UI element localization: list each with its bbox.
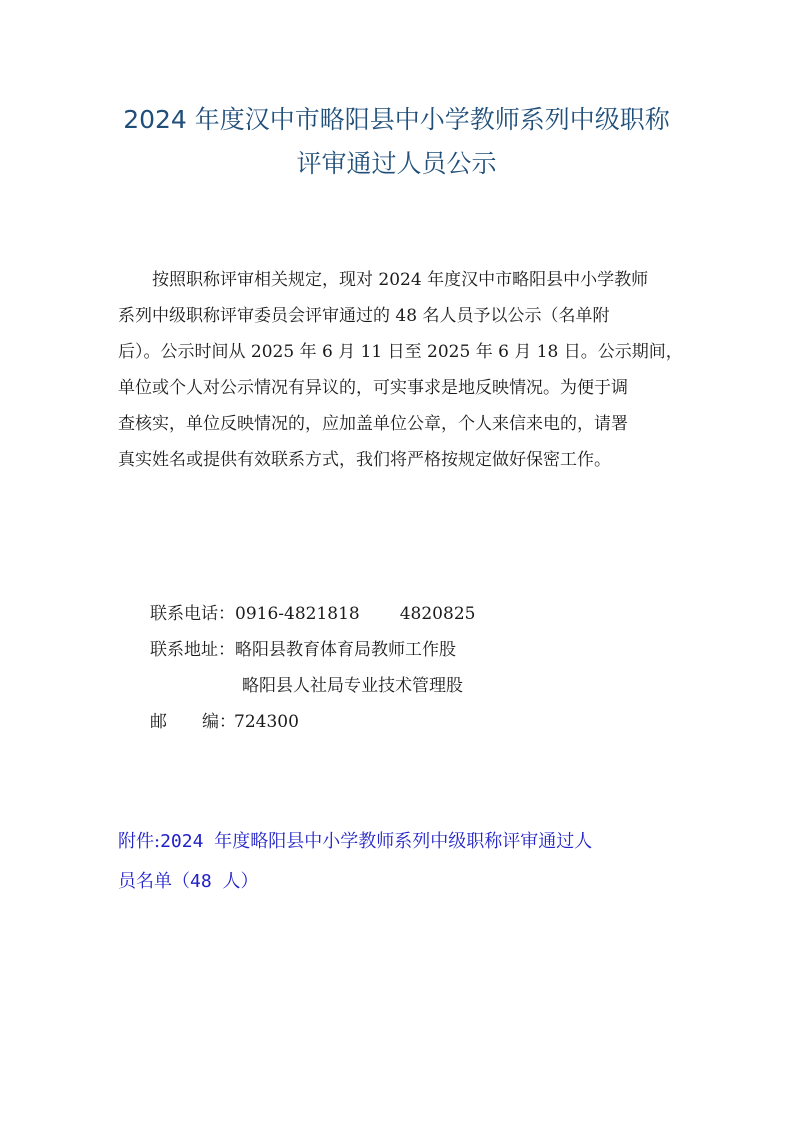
address-line-1: 略阳县教育体育局教师工作股	[235, 640, 456, 660]
contact-postal-row	[150, 704, 475, 740]
postal-label-char: 编：	[202, 712, 236, 732]
attachment-link[interactable]: 2024 年度略阳县中小学教师系列中级职称评审通过人	[160, 831, 593, 852]
attachment	[118, 822, 688, 902]
announcement-paragraph	[118, 262, 683, 478]
contact-info	[150, 596, 475, 740]
postal-code: 724300	[234, 712, 299, 732]
address-line-2: 略阳县人社局专业技术管理股	[242, 676, 463, 696]
paragraph-line: 按照职称评审相关规定，现对 2024 年度汉中市略阳县中小学教师	[152, 270, 649, 290]
paragraph-line: 查核实，单位反映情况的，应加盖单位公章，个人来信来电的，请署	[118, 414, 628, 434]
attachment-label: 附件:	[118, 831, 161, 852]
paragraph-line: 系列中级职称评审委员会评审通过的 48 名人员予以公示（名单附	[118, 306, 610, 326]
page-title	[100, 98, 693, 186]
attachment-line-1	[118, 822, 688, 862]
postal-label	[150, 704, 234, 740]
contact-address-row-2	[150, 668, 475, 704]
contact-phone-row	[150, 596, 475, 632]
title-line-2: 评审通过人员公示	[296, 149, 497, 178]
phone-label: 联系电话：	[150, 604, 235, 624]
address-label: 联系地址：	[150, 640, 235, 660]
phone-number-1: 0916-4821818	[235, 604, 360, 624]
contact-address-row	[150, 632, 475, 668]
paragraph-line: 单位或个人对公示情况有异议的，可实事求是地反映情况。为便于调	[118, 378, 628, 398]
paragraph-line: 后）。公示时间从 2025 年 6 月 11 日至 2025 年 6 月 18 日。公示期间，	[118, 342, 683, 362]
title-line-1: 2024 年度汉中市略阳县中小学教师系列中级职称	[123, 105, 670, 134]
paragraph-line: 真实姓名或提供有效联系方式，我们将严格按规定做好保密工作。	[118, 450, 611, 470]
attachment-link-continued[interactable]: 员名单（48 人）	[118, 871, 259, 892]
phone-number-2: 4820825	[399, 604, 476, 624]
postal-label-char: 邮	[150, 712, 167, 732]
